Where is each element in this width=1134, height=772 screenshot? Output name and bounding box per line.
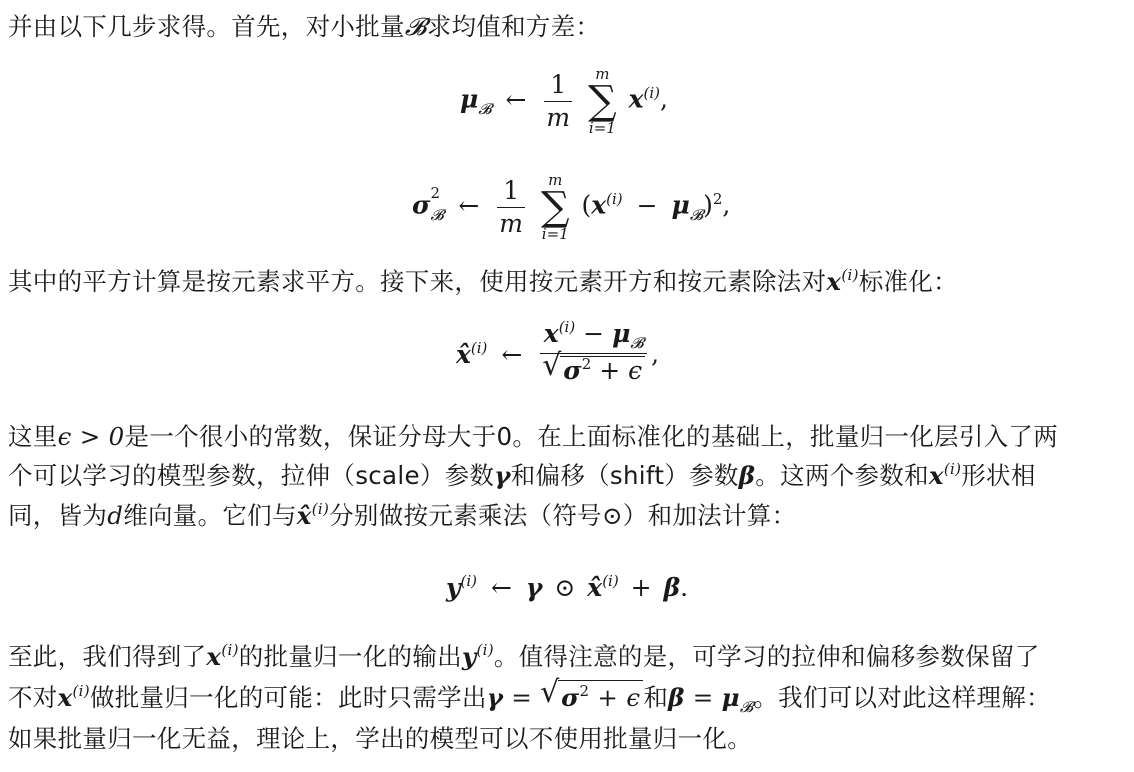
math-x3: x — [543, 319, 559, 348]
math-eq1: = — [511, 683, 533, 712]
equation-variance — [412, 172, 730, 242]
math-xhat-inline: x̂ — [296, 501, 312, 530]
text-intro: 并由以下几步求得。首先，对小批量 — [8, 12, 405, 41]
math-comma: , — [660, 84, 668, 114]
math-sup-i4: (i) — [558, 318, 576, 336]
math-sub-B3: 𝓑 — [689, 205, 704, 224]
math-sup-2b: 2 — [712, 189, 723, 208]
math-radical-inline: √ — [540, 675, 560, 710]
paragraph-conclusion-line3 — [8, 722, 752, 756]
math-sup-2c: 2 — [581, 355, 592, 373]
paragraph-intro — [8, 10, 600, 44]
text-p3b2: 和偏移（shift）参数 — [510, 461, 739, 490]
math-eq2: = — [692, 683, 714, 712]
text-p3b1: 个可以学习的模型参数，拉伸（scale）参数 — [8, 461, 495, 490]
math-mu: μ — [460, 84, 479, 114]
math-sup-inline4: (i) — [221, 641, 239, 659]
math-mu2: μ — [671, 190, 690, 220]
math-minus2: − — [583, 319, 605, 348]
text-p4a1: 至此，我们得到了 — [8, 642, 207, 671]
text-p3b4: 形状相 — [961, 461, 1036, 490]
math-sup-i3: (i) — [470, 338, 488, 357]
math-arrow4: ← — [491, 573, 512, 602]
math-sub-B2: 𝓑 — [430, 205, 444, 224]
text-p3c3: 分别做按元素乘法（符号 — [329, 501, 602, 530]
math-plus2: + — [630, 573, 652, 602]
equation-mean — [460, 66, 668, 136]
math-sup-inline6: (i) — [72, 682, 90, 700]
math-sup-2d: 2 — [579, 682, 590, 700]
math-frac3 — [540, 320, 647, 388]
math-sup-2: 2 — [430, 183, 440, 202]
math-gamma: γ — [525, 573, 543, 602]
math-sum-bot: i=1 — [588, 119, 616, 137]
math-plus: + — [599, 356, 621, 385]
math-minus: − — [636, 190, 658, 220]
math-num2: 1 — [503, 175, 520, 205]
math-sup-i2: (i) — [606, 189, 623, 208]
math-sum2 — [541, 172, 570, 242]
math-sup-inline2: (i) — [943, 460, 962, 478]
math-sup-i6: (i) — [602, 572, 619, 590]
math-x2: x — [591, 190, 607, 220]
math-sum-top: m — [595, 65, 610, 83]
text-p4b1: 不对 — [8, 683, 58, 712]
math-mu-inline: μ — [721, 683, 740, 712]
text-p4b4: 。我们可以对此这样理解： — [753, 683, 1051, 712]
math-y: y — [446, 573, 461, 602]
math-odot-inline: ⊙ — [601, 501, 623, 530]
paragraph-scale-line2 — [8, 459, 1036, 496]
math-eps-inline2: ϵ — [626, 683, 641, 712]
math-radical: √ — [542, 348, 562, 383]
text-p4b3: 和 — [643, 683, 669, 712]
math-rparen: ) — [703, 190, 713, 220]
math-sigma-inline: σ — [561, 683, 580, 712]
paragraph-scale-line1 — [8, 420, 1058, 454]
math-comma2: , — [722, 190, 731, 220]
math-sigma3: σ — [563, 356, 582, 385]
math-y-inline: y — [461, 642, 477, 671]
math-gamma-inline: γ — [494, 461, 511, 490]
math-eps: ϵ — [628, 356, 643, 385]
math-sqrt-inline — [540, 675, 643, 718]
math-period: . — [680, 573, 689, 602]
math-odot: ⊙ — [554, 573, 576, 602]
text-intro-tail: 求均值和方差： — [426, 12, 601, 41]
math-sigma2: ∑ — [540, 184, 570, 230]
text-p3a1: 这里 — [8, 422, 58, 451]
math-den: m — [546, 102, 571, 132]
math-arrow3: ← — [501, 339, 523, 369]
math-sub-B-inline: 𝓑 — [739, 698, 754, 716]
math-gamma-inline2: γ — [486, 683, 504, 712]
math-x-inline4: x — [57, 683, 73, 712]
math-x-inline3: x — [206, 642, 222, 671]
math-beta-inline: β — [738, 461, 756, 490]
paragraph-normalize — [8, 265, 958, 302]
math-lhs — [456, 340, 487, 369]
math-sigma-var: σ — [412, 190, 431, 220]
math-frac2 — [497, 177, 525, 238]
math-lparen: ( — [581, 190, 592, 220]
math-x-inline: x — [826, 267, 842, 296]
math-den2: m — [499, 208, 524, 238]
math-sum — [588, 66, 617, 136]
text-p3a2: 是一个很小的常数，保证分母大于0。在上面标准化的基础上，批量归一化层引入了两 — [124, 422, 1059, 451]
math-sqrt-body — [560, 356, 645, 388]
math-B: 𝓑 — [404, 12, 427, 41]
text-p4c: 如果批量归一化无益，理论上，学出的模型可以不使用批量归一化。 — [8, 724, 752, 753]
math-beta-inline2: β — [668, 683, 685, 712]
math-sup-inline3: (i) — [311, 500, 330, 518]
math-sup-i: (i) — [643, 83, 661, 102]
math-sup-i5: (i) — [460, 572, 478, 590]
equation-output — [446, 573, 688, 602]
math-beta: β — [663, 573, 681, 602]
math-sqrt — [542, 348, 645, 388]
math-arrow2: ← — [458, 190, 480, 220]
math-d-inline: d — [107, 501, 124, 530]
math-sigma: ∑ — [588, 78, 617, 124]
math-sup-inline: (i) — [841, 266, 859, 284]
math-sum2-top: m — [548, 171, 563, 189]
math-x-inline2: x — [928, 461, 944, 490]
text-p4a3: 。值得注意的是，可学习的拉伸和偏移参数保留了 — [493, 642, 1040, 671]
math-xhat2: x̂ — [587, 573, 603, 602]
math-den3 — [540, 348, 647, 388]
math-frac — [544, 71, 572, 132]
math-comma3: , — [651, 339, 660, 369]
paragraph-scale-line3 — [8, 499, 796, 536]
math-sub-B4: 𝓑 — [630, 334, 644, 352]
text-p3b3: 。这两个参数和 — [755, 461, 929, 490]
text-p3c4: ）和加法计算： — [622, 501, 797, 530]
math-sqrt-inline-body — [558, 680, 643, 718]
math-arrow: ← — [505, 84, 527, 114]
math-x: x — [628, 84, 644, 114]
math-supsub — [430, 183, 444, 224]
text-normalize-tail: 标准化： — [858, 267, 958, 296]
math-eps-inline: ϵ > 0 — [57, 422, 125, 451]
text-p4a2: 的批量归一化的输出 — [238, 642, 462, 671]
math-sum2-bot: i=1 — [541, 225, 569, 243]
math-sub-B: 𝓑 — [478, 99, 492, 118]
text-p3c1: 同，皆为 — [8, 501, 108, 530]
math-mu3: μ — [612, 319, 631, 348]
math-num: 1 — [550, 69, 567, 99]
text-p3c2: 维向量。它们与 — [123, 501, 297, 530]
math-sup-inline5: (i) — [476, 641, 494, 659]
math-plus-inline: + — [597, 683, 619, 712]
math-xhat: x̂ — [456, 339, 471, 369]
paragraph-conclusion-line1 — [8, 640, 1040, 677]
text-normalize: 其中的平方计算是按元素求平方。接下来，使用按元素开方和按元素除法对 — [8, 267, 827, 296]
text-p4b2: 做批量归一化的可能：此时只需学出 — [89, 683, 487, 712]
paragraph-conclusion-line2 — [8, 675, 1051, 718]
equation-normalize — [456, 320, 659, 388]
